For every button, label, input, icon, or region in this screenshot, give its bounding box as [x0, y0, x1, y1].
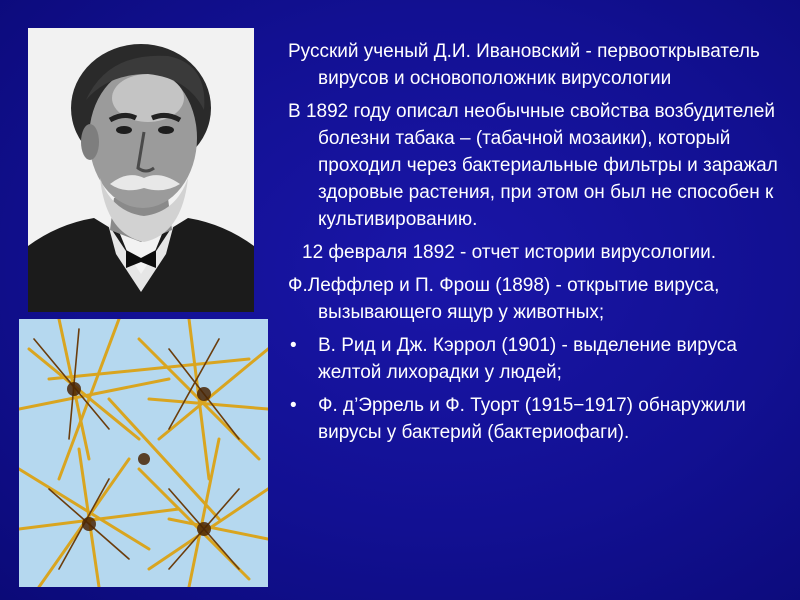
- crystal-micrograph: [19, 319, 268, 587]
- micrograph-illustration: [19, 319, 268, 587]
- list-item: [288, 332, 788, 386]
- discoveries-list: [288, 332, 788, 446]
- paragraph-ivanovsky: Русский ученый Д.И. Ивановский - первооткрыватель вирусов и основоположник вирусологии: [288, 41, 760, 89]
- paragraph-loeffler-frosch: Ф.Леффлер и П. Фрош (1898) - открытие вируса, вызывающего ящур у животных;: [288, 275, 720, 323]
- paragraph-tobacco-mosaic: В 1892 году описал необычные свойства возбудителей болезни табака – (табачной мозаики), который проходил через бактериальные фильтры и заражал здоровые растения, при этом он был не способен к культивированию.: [288, 101, 778, 230]
- bullet-icon: •: [290, 395, 297, 416]
- slide-text: [288, 38, 788, 452]
- portrait-illustration: [28, 28, 254, 312]
- paragraph-date: 12 февраля 1892 - отчет истории вирусологии.: [302, 242, 717, 263]
- list-item-text: Ф. д’Эррель и Ф. Туорт (1915−1917) обнаружили вирусы у бактерий (бактериофаги).: [318, 395, 746, 443]
- bullet-icon: •: [290, 335, 297, 356]
- list-item: [288, 392, 788, 446]
- list-item-text: В. Рид и Дж. Кэррол (1901) - выделение вируса желтой лихорадки у людей;: [318, 335, 737, 383]
- portrait-photo: [28, 28, 254, 312]
